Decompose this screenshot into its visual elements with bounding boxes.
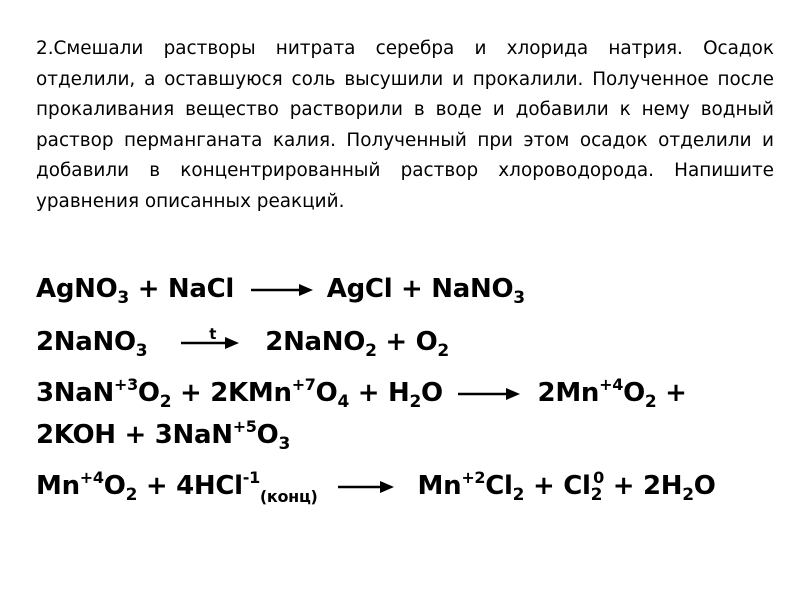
subscript: 2 <box>512 485 525 505</box>
oxidation-state: +2 <box>461 468 486 487</box>
equation-2 <box>36 324 449 361</box>
subscript: 2 <box>590 485 603 505</box>
product: AgCl + NaNO <box>326 274 514 304</box>
heat-condition: t <box>209 324 217 343</box>
formula-part: + H <box>348 378 410 408</box>
formula-part: 2KOH + 3NaN <box>36 420 233 450</box>
subscript: 3 <box>117 288 129 308</box>
problem-statement: 2.Смешали растворы нитрата серебра и хлорида натрия. Осадок отделили, а оставшуюся соль высушили и прокалили. Полученное после прокаливания вещество растворили в воде и добавили к нему водный раствор перманганата калия. Полученный при этом осадок отделили и добавили в концентрированный раствор хлороводорода. Напишите уравнения описанных реакций. <box>36 38 774 212</box>
concentration-note: (конц) <box>259 487 318 506</box>
equation-3-continued <box>36 417 290 454</box>
heating-arrow-icon <box>181 324 239 350</box>
formula-part: + <box>656 378 687 408</box>
subscript: 2 <box>365 341 377 361</box>
subscript: 2 <box>437 341 449 361</box>
oxidation-state: 0 <box>593 468 604 487</box>
reactant: AgNO <box>36 274 118 304</box>
subscript: 2 <box>644 392 657 412</box>
subscript: 3 <box>278 434 290 454</box>
equation-3 <box>36 375 687 412</box>
reaction-arrow-icon <box>251 283 313 297</box>
oxidation-state: +5 <box>232 417 257 436</box>
formula-part: 2Mn <box>537 378 600 408</box>
formula-part: 3NaN <box>36 378 114 408</box>
formula-part: O <box>103 471 126 501</box>
oxidation-state: +4 <box>79 468 104 487</box>
formula-part: + 4HCl <box>137 471 243 501</box>
subscript: 2 <box>409 392 421 412</box>
formula-part: O <box>315 378 338 408</box>
formula-part: O <box>420 378 452 408</box>
equation-1 <box>36 273 525 308</box>
formula-part: O <box>137 378 160 408</box>
subscript: 4 <box>337 392 349 412</box>
oxidation-state: +4 <box>599 375 624 394</box>
formula-part: Cl <box>485 471 513 501</box>
formula-part: + 2KMn <box>171 378 292 408</box>
product: + O <box>376 327 438 357</box>
equation-4 <box>36 468 716 506</box>
subscript: 2 <box>682 485 694 505</box>
reactant: 2NaNO <box>36 327 136 357</box>
formula-part: + Cl <box>524 471 591 501</box>
formula-part: O <box>693 471 716 501</box>
subscript: 2 <box>125 485 138 505</box>
formula-part: O <box>256 420 279 450</box>
formula-part: Mn <box>417 471 462 501</box>
subscript: 3 <box>513 288 525 308</box>
oxidation-state: -1 <box>242 468 260 487</box>
reaction-arrow-icon <box>458 387 520 401</box>
subscript: 2 <box>159 392 172 412</box>
formula-part: O <box>623 378 645 408</box>
oxidation-state: +7 <box>291 375 316 394</box>
subscript: 3 <box>135 341 148 361</box>
oxidation-state: +3 <box>113 375 138 394</box>
reactant: + NaCl <box>128 274 243 304</box>
formula-part: + 2H <box>603 471 683 501</box>
reaction-arrow-icon <box>338 480 394 494</box>
formula-part: Mn <box>36 471 80 501</box>
product: 2NaNO <box>265 327 366 357</box>
